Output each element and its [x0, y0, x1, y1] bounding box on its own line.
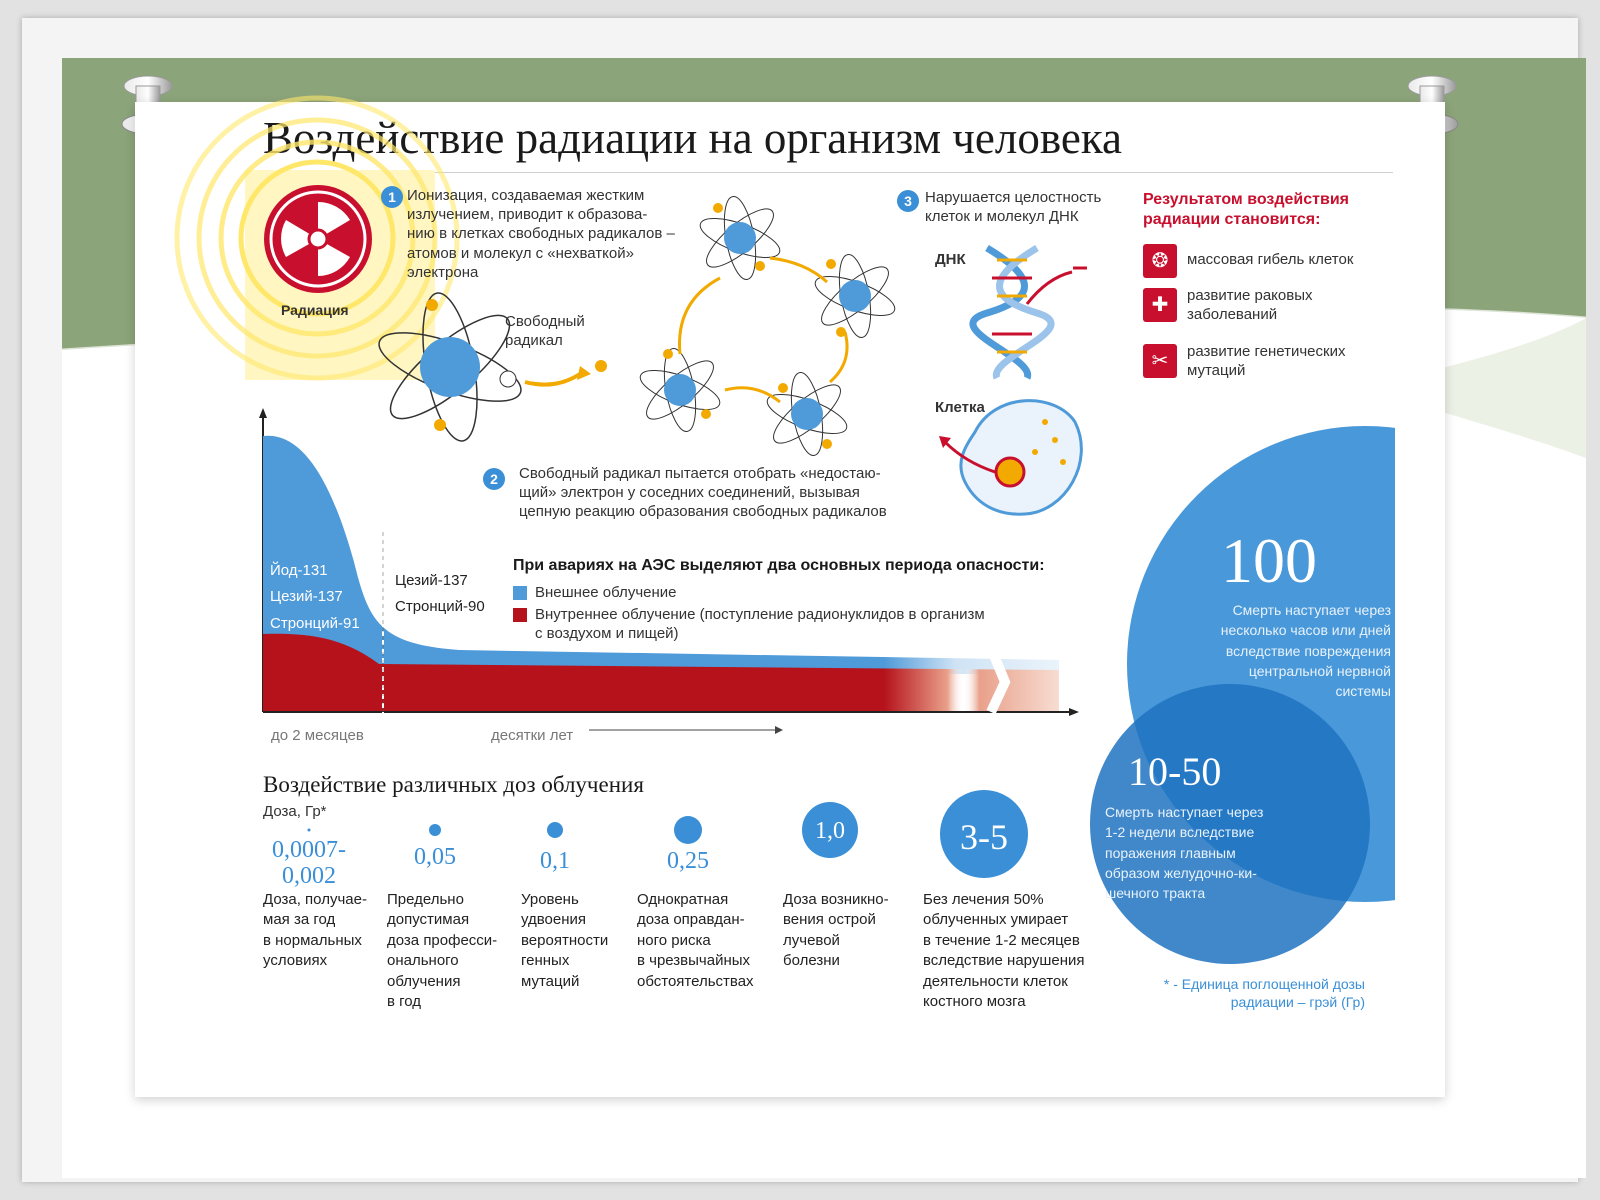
doses-unit: Доза, Гр*	[263, 803, 327, 820]
dose-circle-2	[429, 824, 441, 836]
dose-value-6: 3-5	[960, 817, 1008, 857]
dna-label: ДНК	[935, 251, 966, 268]
step-2-text: Свободный радикал пытается отобрать «недостаю- щий» электрон у соседних соединений, вызывая цепную реакцию образования свободных радикалов	[519, 465, 887, 521]
result-item-3: развитие генетических мутаций	[1187, 343, 1346, 380]
circle-10-50-value: 10-50	[1128, 749, 1222, 794]
dose-circle-3	[547, 822, 563, 838]
free-radical-label: Свободный радикал	[505, 313, 585, 350]
step-3-text: Нарушается целостность клеток и молекул ДНК	[925, 189, 1102, 226]
periods-title: При авариях на АЭС выделяют два основных периода опасности:	[513, 557, 1045, 574]
step-1-badge: 1	[381, 186, 403, 208]
dose-value-5: 1,0	[815, 818, 845, 844]
dose-value-3: 0,1	[540, 848, 570, 874]
dose-desc-3: Уровень удвоения вероятности генных мутаций	[521, 891, 609, 990]
circle-10-50-text: Смерть наступает через 1-2 недели вследствие поражения главным образом желудочно-ки- шечного тракта	[1105, 804, 1264, 902]
dose-circle-1	[308, 829, 311, 832]
legend-internal: Внутреннее облучение (поступление радионуклидов в организм с воздухом и пищей)	[535, 606, 985, 643]
cell-label: Клетка	[935, 399, 985, 416]
dose-desc-4: Однократная доза оправдан- ного риска в чрезвычайных обстоятельствах	[637, 891, 754, 990]
dose-desc-5: Доза возникно- вения острой лучевой болезни	[783, 891, 889, 970]
dose-value-2: 0,05	[414, 844, 456, 870]
poster-title: Воздействие радиации на организм человека	[263, 113, 1122, 163]
mutation-icon: ✂	[1143, 344, 1177, 378]
legend-internal-swatch	[513, 608, 527, 622]
dose-desc-2: Предельно допустимая доза професси- онального облучения в год	[387, 891, 498, 1010]
dose-footnote: * - Единица поглощенной дозы радиации – грэй (Гр)	[1163, 976, 1365, 1010]
radiation-icon	[263, 184, 373, 294]
cells-icon: ❂	[1143, 244, 1177, 278]
dna-icon	[977, 248, 1097, 378]
axis-left-label: до 2 месяцев	[271, 727, 364, 744]
dose-value-1: 0,0007- 0,002	[272, 837, 346, 889]
dose-value-4: 0,25	[667, 848, 709, 874]
infographic-poster	[135, 102, 1445, 1097]
periods-chart	[259, 412, 1079, 742]
dose-desc-1: Доза, получае- мая за год в нормальных условиях	[263, 891, 367, 970]
legend-external-swatch	[513, 586, 527, 600]
dose-desc-6: Без лечения 50% облученных умирает в течение 1-2 месяцев вследствие нарушения деятельности клеток костного мозга	[923, 891, 1085, 1010]
results-title: Результатом воздействия радиации становится:	[1143, 191, 1349, 229]
result-item-1: массовая гибель клеток	[1187, 251, 1354, 268]
circle-100-text: Смерть наступает через несколько часов или дней вследствие повреждения центральной нервной системы	[1220, 602, 1391, 700]
late-isotopes: Цезий-137 Стронций-90	[395, 572, 485, 616]
circle-100-value: 100	[1221, 525, 1317, 596]
radiation-label: Радиация	[281, 302, 349, 318]
step-2-badge: 2	[483, 468, 505, 490]
step-3-badge: 3	[897, 190, 919, 212]
dose-circle-4	[674, 816, 702, 844]
result-item-2: развитие раковых заболеваний	[1187, 287, 1313, 324]
doses-title: Воздействие различных доз облучения	[263, 772, 644, 797]
axis-right-label: десятки лет	[491, 727, 574, 744]
legend-external: Внешнее облучение	[535, 584, 677, 601]
early-isotopes: Йод-131 Цезий-137 Стронций-91	[270, 562, 360, 632]
cross-icon: ✚	[1143, 288, 1177, 322]
step-1-text: Ионизация, создаваемая жестким излучением, приводит к образова- нию в клетках свободных радикалов – атомов и молекул с «нехваткой» электрона	[407, 187, 675, 281]
